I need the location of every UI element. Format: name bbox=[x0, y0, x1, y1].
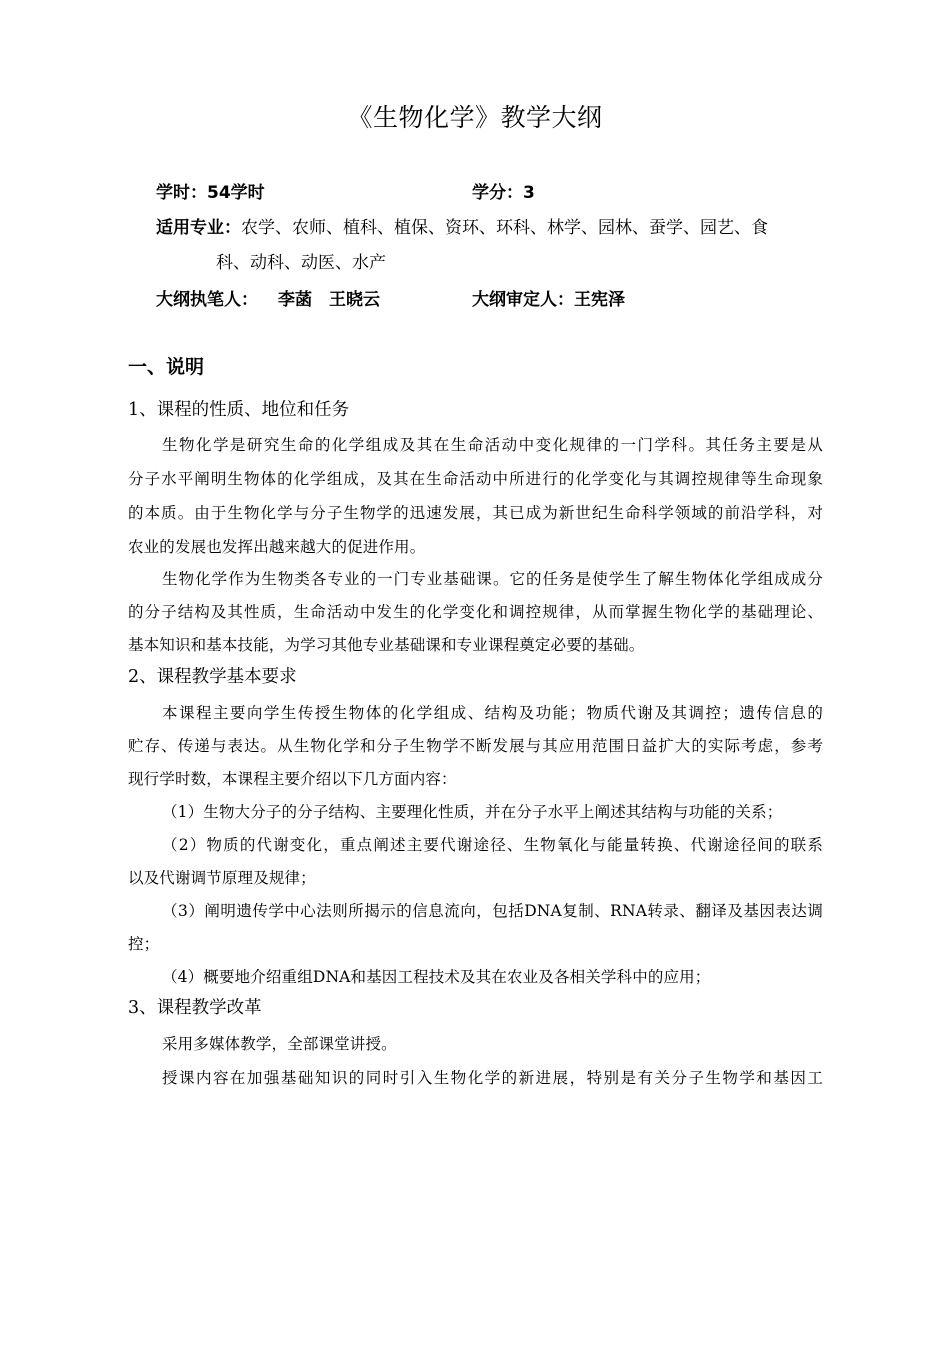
paragraph-line: 生物化学是研究生命的化学组成及其在生命活动中变化规律的一门学科。其任务主要是从 bbox=[162, 436, 823, 454]
paragraph-line: 采用多媒体教学，全部课堂讲授。 bbox=[162, 1035, 397, 1053]
list-item-continuation: 控； bbox=[128, 935, 160, 953]
paragraph-line: 的本质。由于生物化学与分子生物学的迅速发展，其已成为新世纪生命科学领域的前沿学科，对 bbox=[128, 504, 823, 522]
paragraph-line: 授课内容在加强基础知识的同时引入生物化学的新进展，特别是有关分子生物学和基因工 bbox=[162, 1069, 823, 1087]
paragraph-line: 的分子结构及其性质，生命活动中发生的化学变化和调控规律，从而掌握生物化学的基础理论、 bbox=[128, 603, 823, 621]
list-item: （4）概要地介绍重组DNA和基因工程技术及其在农业及各相关学科中的应用； bbox=[162, 968, 711, 986]
subsection-heading-1: 1、课程的性质、地位和任务 bbox=[128, 400, 350, 420]
credits-label: 学分： bbox=[472, 183, 523, 203]
reviewer-label: 大纲审定人： bbox=[472, 290, 574, 310]
document-title: 《生物化学》教学大纲 bbox=[347, 103, 603, 132]
subsection-heading-2: 2、课程教学基本要求 bbox=[128, 667, 297, 687]
list-item: （1）生物大分子的分子结构、主要理化性质，并在分子水平上阐述其结构与功能的关系； bbox=[162, 803, 783, 821]
major-line-1: 农学、农师、植科、植保、资环、环科、林学、园林、蚕学、园艺、食 bbox=[241, 218, 768, 238]
hours-field bbox=[156, 178, 265, 203]
reviewer-value: 王宪泽 bbox=[574, 290, 625, 310]
hours-label: 学时： bbox=[156, 183, 207, 203]
paragraph-line: 基本知识和基本技能，为学习其他专业基础课和专业课程奠定必要的基础。 bbox=[128, 636, 645, 654]
list-item: （2）物质的代谢变化，重点阐述主要代谢途径、生物氧化与能量转换、代谢途径间的联系 bbox=[162, 836, 823, 854]
paragraph-line: 本课程主要向学生传授生物体的化学组成、结构及功能；物质代谢及其调控；遗传信息的 bbox=[162, 704, 823, 722]
section-heading-1: 一、说明 bbox=[128, 356, 205, 378]
major-field bbox=[156, 213, 768, 238]
author-value: 李菡 王晓云 bbox=[278, 290, 380, 310]
paragraph-line: 分子水平阐明生物体的化学组成，及其在生命活动中所进行的化学变化与其调控规律等生命现象 bbox=[128, 470, 823, 488]
reviewer-field bbox=[472, 285, 625, 310]
author-label: 大纲执笔人： bbox=[156, 290, 258, 310]
subsection-heading-3: 3、课程教学改革 bbox=[128, 998, 262, 1018]
paragraph-line: 生物化学作为生物类各专业的一门专业基础课。它的任务是使学生了解生物体化学组成成分 bbox=[162, 570, 823, 588]
major-line-2: 科、动科、动医、水产 bbox=[216, 253, 386, 273]
credits-field bbox=[472, 178, 535, 203]
paragraph-line: 贮存、传递与表达。从生物化学和分子生物学不断发展与其应用范围日益扩大的实际考虑，参考 bbox=[128, 737, 823, 755]
list-item-continuation: 以及代谢调节原理及规律； bbox=[128, 869, 316, 887]
paragraph-line: 现行学时数，本课程主要介绍以下几方面内容： bbox=[128, 770, 457, 788]
author-field bbox=[156, 285, 380, 310]
credits-value: 3 bbox=[523, 183, 535, 203]
hours-value: 54学时 bbox=[207, 183, 265, 203]
major-label: 适用专业： bbox=[156, 218, 241, 238]
paragraph-line: 农业的发展也发挥出越来越大的促进作用。 bbox=[128, 538, 426, 556]
list-item: （3）阐明遗传学中心法则所揭示的信息流向，包括DNA复制、RNA转录、翻译及基因表达调 bbox=[162, 902, 823, 920]
